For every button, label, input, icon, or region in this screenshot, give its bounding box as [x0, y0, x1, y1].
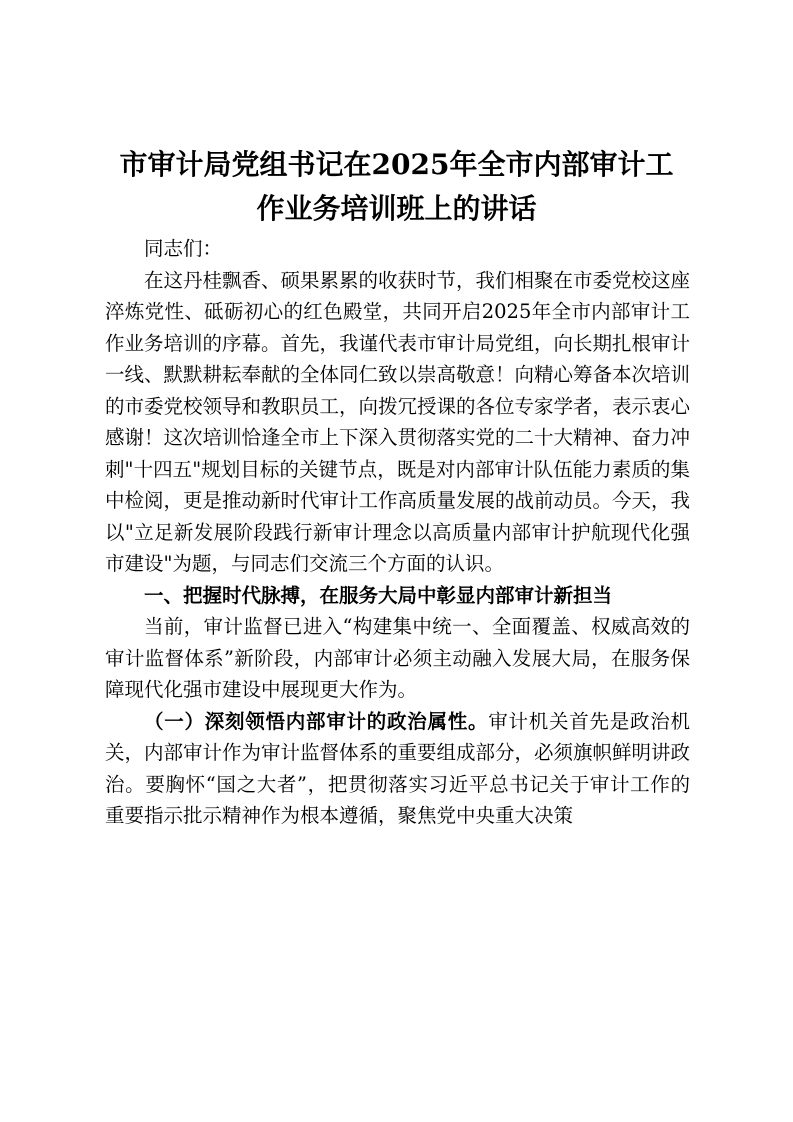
title-line-1: 市审计局党组书记在2025年全市内部审计工: [119, 148, 674, 181]
paragraph-political-text: 审计机关首先是政治机关，内部审计作为审计监督体系的重要组成部分，必须旗帜鲜明讲政治。要胸怀“国之大者”，把贯彻落实习近平总书记关于审计工作的重要指示批示精神作为根本遵循，聚焦党中央重大决策: [105, 709, 691, 827]
title-line-2: 作业务培训班上的讲话: [256, 192, 537, 225]
section-heading-1: 一、把握时代脉搏，在服务大局中彰显内部审计新担当: [144, 583, 613, 607]
document-title: [110, 143, 683, 231]
paragraph-political: [105, 706, 690, 832]
salutation: 同志们：: [144, 237, 223, 260]
paragraph-context: 当前，审计监督已进入“构建集中统一、全面覆盖、权威高效的审计监督体系”新阶段，内部审计必须主动融入发展大局，在服务保障现代化强市建设中展现更大作为。: [105, 615, 690, 701]
paragraph-intro: 在这丹桂飘香、硕果累累的收获时节，我们相聚在市委党校这座淬炼党性、砥砺初心的红色殿堂，共同开启2025年全市内部审计工作业务培训的序幕。首先，我谨代表市审计局党组，向长期扎根审计一线、默默耕耘奉献的全体同仁致以崇高敬意！向精心筹备本次培训的市委党校领导和教职员工，向拨冗授课的各位专家学者，表示衷心感谢！这次培训恰逢全市上下深入贯彻落实党的二十大精神、奋力冲刺"十四五"规划目标的关键节点，既是对内部审计队伍能力素质的集中检阅，更是推动新时代审计工作高质量发展的战前动员。今天，我以"立足新发展阶段践行新审计理念以高质量内部审计护航现代化强市建设"为题，与同志们交流三个方面的认识。: [105, 268, 691, 575]
document-body: [105, 233, 690, 832]
sub-heading-1: （一）深刻领悟内部审计的政治属性。: [144, 709, 489, 733]
